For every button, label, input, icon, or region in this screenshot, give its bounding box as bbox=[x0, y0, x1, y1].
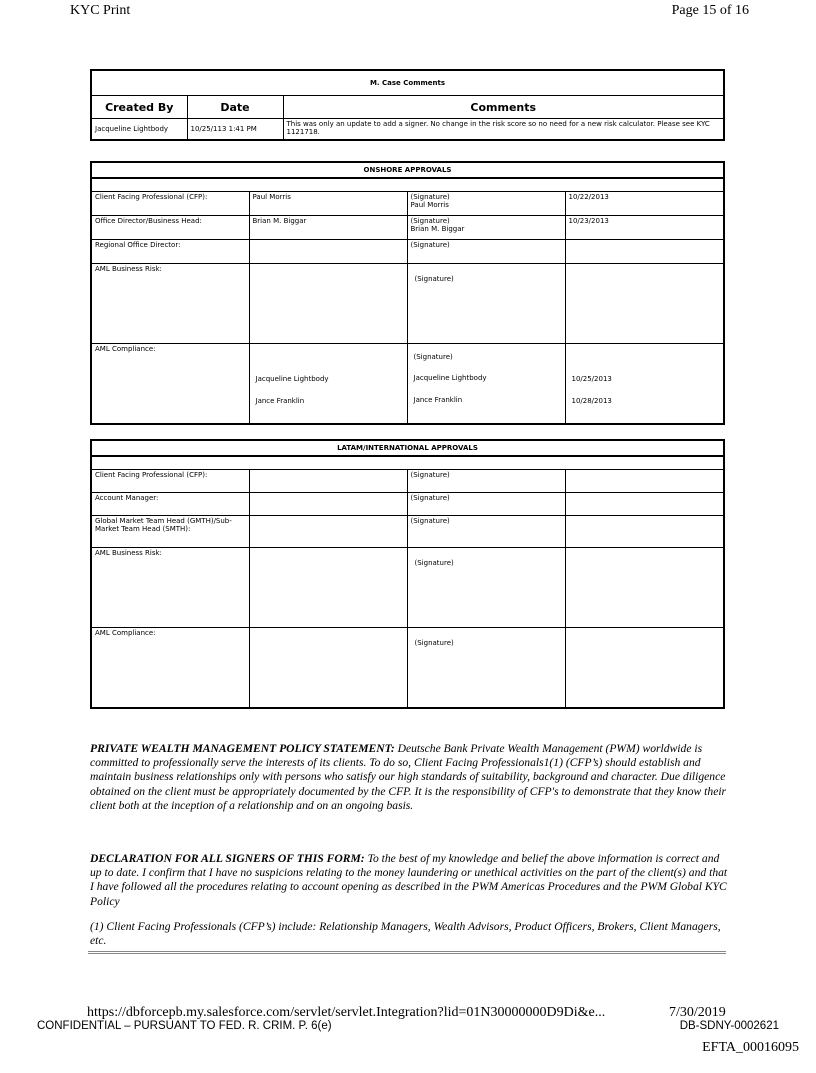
account-manager-name bbox=[249, 493, 407, 516]
regional-director-name bbox=[249, 240, 407, 264]
office-director-label: Office Director/Business Head: bbox=[91, 216, 249, 240]
efta-number: EFTA_00016095 bbox=[702, 1040, 799, 1055]
latam-aml-compliance-date bbox=[565, 628, 724, 708]
cfp-label: Client Facing Professional (CFP): bbox=[91, 192, 249, 216]
onshore-approvals-title: ONSHORE APPROVALS bbox=[91, 162, 724, 178]
regional-director-signature: (Signature) bbox=[407, 240, 565, 264]
gmth-label: Global Market Team Head (GMTH)/Sub-Market Team Head (SMTH): bbox=[91, 516, 249, 548]
confidential-notice: CONFIDENTIAL – PURSUANT TO FED. R. CRIM. P. 6(e) bbox=[37, 1020, 332, 1032]
onshore-approvals-table bbox=[90, 161, 725, 425]
aml-business-risk-signature bbox=[407, 264, 565, 344]
table-row bbox=[91, 192, 724, 216]
signer-signature-name: Jance Franklin bbox=[413, 396, 463, 404]
declaration bbox=[90, 852, 730, 909]
account-manager-date bbox=[565, 493, 724, 516]
latam-approvals-table bbox=[90, 439, 725, 709]
declaration-heading: DECLARATION FOR ALL SIGNERS OF THIS FORM: bbox=[90, 852, 365, 865]
signature-label: (Signature) bbox=[413, 353, 453, 361]
policy-text: Deutsche Bank Private Wealth Management (PWM) worldwide is committed to professionally serve the interests of its clients. To do so, Client Facing Professionals1(1) (CFP’s) should establish and maintain business relationships only with persons who satisfy our high standards of suitability, background and character. Due diligence obtained on the client must be appropriately documented by the CFP. It is the responsibility of CFP's to demonstrate that they know their client both at the inception of a relationship and on an ongoing basis. bbox=[90, 742, 727, 812]
aml-compliance-dates bbox=[565, 344, 724, 424]
signature-label: (Signature) bbox=[410, 193, 450, 201]
table-row bbox=[91, 493, 724, 516]
source-url: https://dbforcepb.my.salesforce.com/servlet/servlet.Integration?lid=01N30000000D9Di&e... bbox=[87, 1005, 606, 1020]
latam-cfp-label: Client Facing Professional (CFP): bbox=[91, 470, 249, 493]
latam-aml-compliance-signature bbox=[407, 628, 565, 708]
signer-name: Jance Franklin bbox=[255, 397, 305, 405]
table-row bbox=[91, 344, 724, 424]
page-number: Page 15 of 16 bbox=[671, 3, 749, 18]
table-row bbox=[91, 470, 724, 493]
policy-statement bbox=[90, 742, 730, 813]
latam-cfp-signature: (Signature) bbox=[407, 470, 565, 493]
latam-aml-business-risk-name bbox=[249, 548, 407, 628]
aml-business-risk-date bbox=[565, 264, 724, 344]
column-header-created-by: Created By bbox=[91, 96, 187, 119]
column-header-date: Date bbox=[187, 96, 283, 119]
signature-label: (Signature) bbox=[414, 275, 454, 283]
signature-name: Brian M. Biggar bbox=[410, 225, 465, 233]
signature-name: Paul Morris bbox=[410, 201, 449, 209]
latam-aml-business-risk-date bbox=[565, 548, 724, 628]
footnote: (1) Client Facing Professionals (CFP’s) include: Relationship Managers, Wealth Advisors, Product Officers, Brokers, Client Managers, etc. bbox=[90, 920, 721, 948]
latam-aml-compliance-label: AML Compliance: bbox=[91, 628, 249, 708]
policy-heading: PRIVATE WEALTH MANAGEMENT POLICY STATEMENT: bbox=[90, 742, 395, 755]
declaration-text: To the best of my knowledge and belief the above information is correct and up to date. I confirm that I have no suspicions relating to the money laundering or unethical activities on the part of the client(s) and that I have followed all the procedures relating to account opening as described in the PWM Americas Procedures and the PWM Global KYC Policy bbox=[90, 852, 728, 908]
regional-director-label: Regional Office Director: bbox=[91, 240, 249, 264]
gmth-signature: (Signature) bbox=[407, 516, 565, 548]
aml-business-risk-name bbox=[249, 264, 407, 344]
table-row bbox=[91, 264, 724, 344]
office-director-name: Brian M. Biggar bbox=[249, 216, 407, 240]
case-comments-table bbox=[90, 69, 725, 141]
aml-business-risk-label: AML Business Risk: bbox=[91, 264, 249, 344]
comment-created-by: Jacqueline Lightbody bbox=[91, 119, 187, 141]
account-manager-signature: (Signature) bbox=[407, 493, 565, 516]
account-manager-label: Account Manager: bbox=[91, 493, 249, 516]
latam-cfp-date bbox=[565, 470, 724, 493]
table-row bbox=[91, 516, 724, 548]
signature-label: (Signature) bbox=[414, 559, 454, 567]
table-row bbox=[91, 628, 724, 708]
case-comments-title: M. Case Comments bbox=[91, 70, 724, 96]
table-row bbox=[91, 240, 724, 264]
signature-label: (Signature) bbox=[410, 217, 450, 225]
comment-date: 10/25/113 1:41 PM bbox=[187, 119, 283, 141]
latam-cfp-name bbox=[249, 470, 407, 493]
latam-aml-business-risk-label: AML Business Risk: bbox=[91, 548, 249, 628]
latam-aml-compliance-name bbox=[249, 628, 407, 708]
office-director-date: 10/23/2013 bbox=[565, 216, 724, 240]
office-director-signature bbox=[407, 216, 565, 240]
aml-compliance-label: AML Compliance: bbox=[91, 344, 249, 424]
table-row bbox=[91, 119, 724, 141]
signer-signature-name: Jacqueline Lightbody bbox=[413, 374, 487, 382]
aml-compliance-names bbox=[249, 344, 407, 424]
bates-number: DB-SDNY-0002621 bbox=[679, 1020, 779, 1032]
footnote-divider bbox=[88, 951, 726, 954]
cfp-date: 10/22/2013 bbox=[565, 192, 724, 216]
signature-label: (Signature) bbox=[414, 639, 454, 647]
cfp-signature bbox=[407, 192, 565, 216]
cfp-name: Paul Morris bbox=[249, 192, 407, 216]
signer-date: 10/28/2013 bbox=[571, 397, 612, 405]
column-header-comments: Comments bbox=[283, 96, 724, 119]
print-header-title: KYC Print bbox=[70, 3, 131, 18]
gmth-name bbox=[249, 516, 407, 548]
latam-approvals-title: LATAM/INTERNATIONAL APPROVALS bbox=[91, 440, 724, 456]
signer-date: 10/25/2013 bbox=[571, 375, 612, 383]
latam-aml-business-risk-signature bbox=[407, 548, 565, 628]
signer-name: Jacqueline Lightbody bbox=[255, 375, 329, 383]
regional-director-date bbox=[565, 240, 724, 264]
aml-compliance-signature bbox=[407, 344, 565, 424]
table-row bbox=[91, 548, 724, 628]
print-date: 7/30/2019 bbox=[669, 1005, 726, 1020]
gmth-date bbox=[565, 516, 724, 548]
comment-text: This was only an update to add a signer. No change in the risk score so no need for a new risk calculator. Please see KYC 1121718. bbox=[283, 119, 724, 141]
table-row bbox=[91, 216, 724, 240]
